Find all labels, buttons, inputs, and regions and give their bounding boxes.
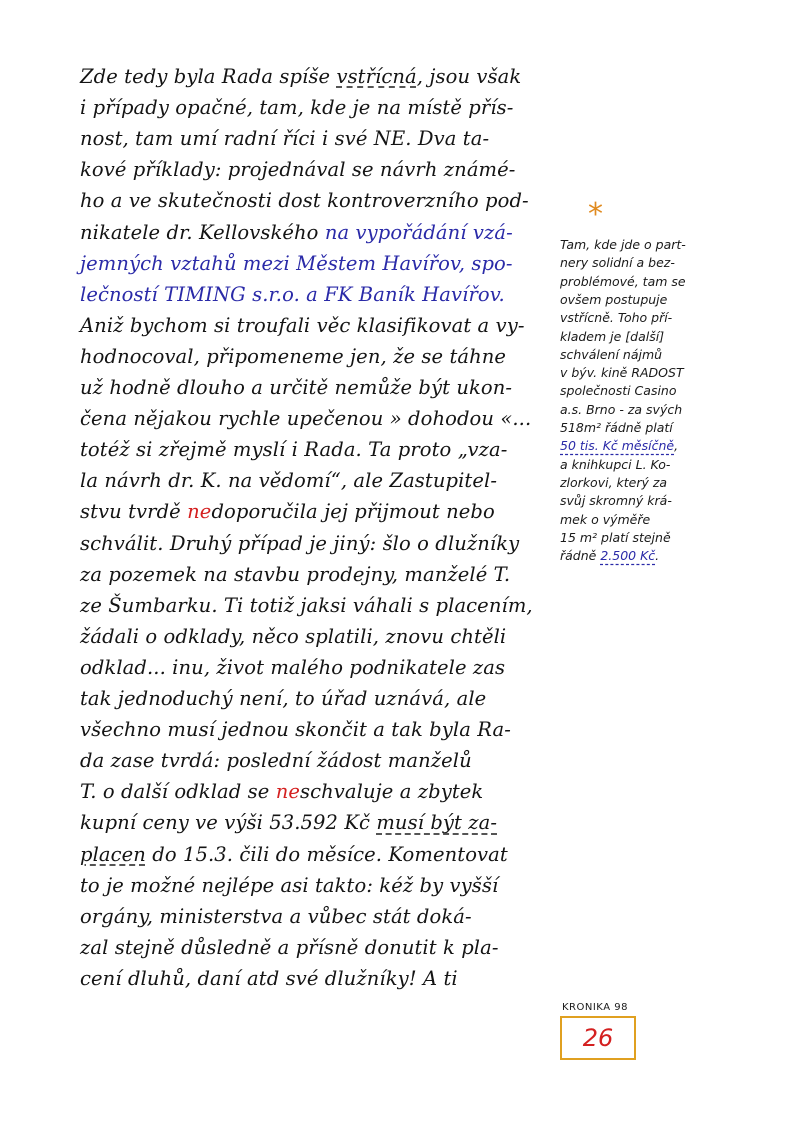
- note-text-segment: kladem je [další]: [560, 328, 665, 344]
- main-text-line: [80, 497, 495, 527]
- main-text-text-segment: doporučila jej přijmout nebo: [211, 500, 495, 524]
- main-text-line: [80, 777, 483, 807]
- note-line: [560, 382, 677, 400]
- main-text-line: [80, 466, 497, 496]
- note-line: [560, 309, 672, 327]
- note-text-segment: 518m² řádně platí: [560, 420, 673, 435]
- note-line: [560, 346, 662, 364]
- main-text-text-segment: ne: [187, 500, 212, 524]
- main-text-text-segment: za pozemek na stavbu prodejny, manželé T.: [80, 562, 511, 586]
- note-line: [560, 401, 682, 419]
- main-text-line: [80, 124, 489, 154]
- main-text-line: [80, 560, 510, 590]
- main-text-text-segment: la návrh dr. K. na vědomí“, ale Zastupitel-: [80, 469, 498, 493]
- page-number: 26: [582, 1024, 614, 1052]
- main-text-line: [80, 280, 505, 310]
- note-line: [560, 437, 678, 455]
- main-text-text-segment: placen: [80, 842, 146, 866]
- note-text-segment: řádně: [560, 548, 601, 564]
- main-text-text-segment: už hodně dlouho a určitě nemůže být ukon-: [80, 376, 513, 399]
- note-text-segment: 2.500 Kč: [600, 548, 656, 564]
- note-text-segment: mek o výměře: [560, 511, 651, 527]
- main-text-line: [80, 964, 458, 994]
- main-text-text-segment: stvu tvrdě: [80, 500, 188, 524]
- main-text-text-segment: do 15.3. čili do měsíce. Komentovat: [145, 842, 508, 866]
- main-text-text-segment: zal stejně důsledně a přísně donutit k pla-: [80, 935, 499, 959]
- main-text-text-segment: nost, tam umí radní říci i své NE. Dva ta-: [80, 127, 490, 151]
- main-text-text-segment: musí být za-: [376, 811, 498, 835]
- main-text-text-segment: , jsou však: [416, 65, 522, 88]
- main-text-text-segment: totéž si zřejmě myslí i Rada. Ta proto „vza-: [80, 438, 508, 462]
- main-text-line: [80, 62, 521, 92]
- note-text-segment: ovšem postupuje: [560, 291, 668, 307]
- main-text-text-segment: schválit. Druhý případ je jiný: šlo o dlužníky: [80, 531, 520, 555]
- note-text-segment: Tam, kde jde o part-: [560, 237, 686, 252]
- main-text-line: [80, 342, 506, 372]
- main-text-text-segment: čena nějakou rychle upečenou » dohodou «...: [80, 407, 532, 431]
- main-text-line: [80, 653, 505, 683]
- note-text-segment: schválení nájmů: [560, 346, 663, 362]
- main-text-text-segment: schvaluje a zbytek: [300, 780, 484, 804]
- note-line: [560, 364, 684, 382]
- main-text-line: [80, 373, 512, 403]
- main-text-text-segment: cení dluhů, daní atd své dlužníky! A ti: [80, 966, 458, 990]
- note-line: [560, 328, 664, 346]
- main-text-line: [80, 746, 472, 776]
- note-text-segment: společnosti Casino: [560, 383, 677, 399]
- main-text-line: [80, 404, 531, 434]
- note-line: [560, 474, 667, 492]
- note-text-segment: .: [655, 548, 660, 564]
- main-text-line: [80, 808, 497, 838]
- main-text-text-segment: lečností TIMING s.r.o. a FK Baník Havířov.: [80, 282, 505, 306]
- main-text-text-segment: ho a ve skutečnosti dost kontroverzního pod-: [80, 189, 529, 213]
- main-text-text-segment: Zde tedy byla Rada spíše: [80, 65, 337, 88]
- main-text-text-segment: da zase tvrdá: poslední žádost manželů: [80, 749, 472, 773]
- main-text-line: [80, 155, 515, 185]
- main-text-text-segment: kové příklady: projednával se návrh známé-: [80, 158, 516, 182]
- note-text-segment: vstřícně. Toho pří-: [560, 310, 673, 326]
- note-text-segment: zlorkovi, který za: [560, 474, 668, 490]
- main-text-line: [80, 902, 472, 932]
- main-text-text-segment: i případy opačné, tam, kde je na místě přís-: [80, 96, 514, 120]
- main-text-line: [80, 840, 508, 870]
- main-text-text-segment: všechno musí jednou skončit a tak byla Ra-: [80, 718, 511, 742]
- note-line: [560, 273, 686, 291]
- note-line: [560, 511, 650, 529]
- chronicle-label: KRONIKA 98: [562, 1002, 628, 1013]
- main-text-text-segment: nikatele dr. Kellovského: [80, 220, 325, 244]
- note-text-segment: nery solidní a bez-: [560, 255, 675, 271]
- main-text-text-segment: ze Šumbarku. Ti totiž jaksi váhali s placením,: [80, 593, 533, 617]
- main-text-line: [80, 591, 533, 621]
- note-text-segment: 15 m² platí stejně: [560, 529, 671, 545]
- main-text-text-segment: hodnocoval, připomeneme jen, že se táhne: [80, 344, 507, 368]
- note-text-segment: a knihkupci L. Ko-: [560, 456, 671, 472]
- main-text-line: [80, 933, 499, 963]
- main-text-text-segment: žádali o odklady, něco splatili, znovu chtěli: [80, 624, 507, 648]
- main-text-line: [80, 249, 513, 279]
- main-text-line: [80, 218, 513, 248]
- main-text-line: [80, 871, 498, 901]
- note-line: [560, 456, 670, 474]
- note-text-segment: ,: [674, 438, 679, 454]
- note-text-segment: v býv. kině RADOST: [560, 365, 684, 381]
- main-text-text-segment: na vypořádání vzá-: [324, 220, 513, 244]
- main-text-text-segment: orgány, ministerstva a vůbec stát doká-: [80, 904, 472, 928]
- main-text-line: [80, 622, 506, 652]
- main-text-line: [80, 715, 511, 745]
- main-text-text-segment: kupní ceny ve výši 53.592 Kč: [80, 811, 377, 835]
- main-text-line: [80, 529, 519, 559]
- note-text-segment: problémové, tam se: [560, 273, 686, 289]
- main-text-line: [80, 684, 486, 714]
- main-text-text-segment: vstřícná: [336, 65, 417, 88]
- main-text-line: [80, 311, 525, 341]
- main-text-text-segment: odklad... inu, život malého podnikatele zas: [80, 655, 506, 679]
- note-line: [560, 419, 673, 437]
- note-line: [560, 291, 667, 309]
- main-text-text-segment: jemných vztahů mezi Městem Havířov, spo-: [80, 251, 513, 275]
- note-line: [560, 236, 686, 254]
- main-text-text-segment: Aniž bychom si troufali věc klasifikovat a vy-: [80, 313, 525, 337]
- note-line: [560, 529, 671, 547]
- main-text-line: [80, 435, 507, 465]
- main-text-line: [80, 93, 513, 123]
- note-text-segment: a.s. Brno - za svých: [560, 401, 683, 417]
- main-text-text-segment: tak jednoduchý není, to úřad uznává, ale: [80, 687, 487, 710]
- note-line: [560, 492, 672, 510]
- page-number-box: [560, 1016, 636, 1060]
- note-line: [560, 254, 675, 272]
- note-line: [560, 547, 659, 565]
- note-text-segment: svůj skromný krá-: [560, 493, 672, 509]
- main-text-text-segment: ne: [275, 780, 301, 804]
- main-text-line: [80, 186, 529, 216]
- main-text-text-segment: T. o další odklad se: [80, 780, 276, 804]
- note-text-segment: 50 tis. Kč měsíčně: [560, 438, 675, 454]
- main-text-text-segment: to je možné nejlépe asi takto: kéž by vyšší: [80, 873, 499, 897]
- asterisk-mark: *: [588, 197, 603, 232]
